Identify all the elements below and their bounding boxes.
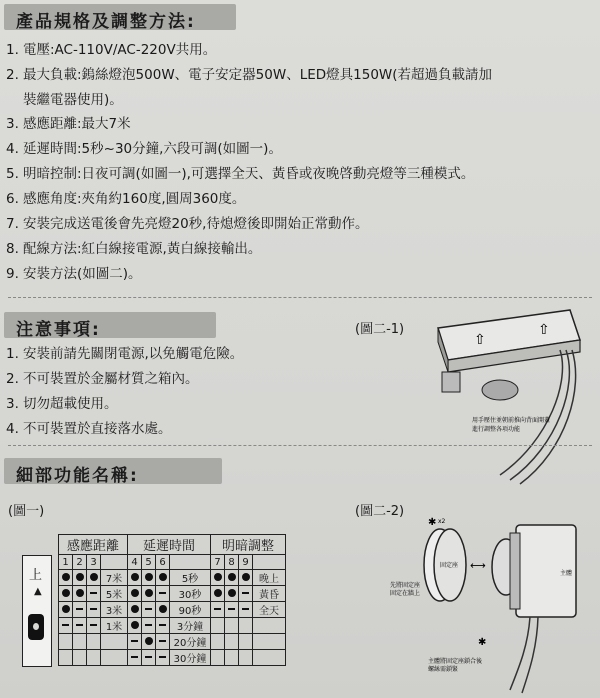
col-number: 1 xyxy=(59,555,73,570)
switch-cell xyxy=(239,602,253,618)
col-value-header xyxy=(170,555,211,570)
list-item xyxy=(6,262,492,287)
switch-cell xyxy=(211,570,225,586)
switch-cell xyxy=(142,570,156,586)
switch-off-mark xyxy=(145,624,152,626)
switch-cell xyxy=(225,634,239,650)
switch-on-mark xyxy=(242,573,250,581)
fig21-note-1: 用手壓住並朝前推向背面開蓋 xyxy=(472,417,551,424)
switch-on-mark xyxy=(76,573,84,581)
setting-value: 5秒 xyxy=(170,570,211,586)
table-row xyxy=(59,618,286,634)
divider xyxy=(8,445,592,446)
switch-cell xyxy=(128,586,142,602)
divider xyxy=(8,297,592,298)
item-number: 7. xyxy=(6,216,19,232)
switch-on-mark xyxy=(214,573,222,581)
step2-line-2: 螺絲需鎖緊 xyxy=(428,666,459,673)
item-text-continued: 裝繼電器使用)。 xyxy=(23,92,123,108)
switch-cell xyxy=(211,586,225,602)
switch-cell xyxy=(156,634,170,650)
table-row xyxy=(59,650,286,666)
item-text: 不可裝置於金屬材質之箱內。 xyxy=(23,371,199,387)
cap-line-1: 先將固定座 xyxy=(390,582,421,589)
box-label: 主體 xyxy=(560,570,573,577)
item-text: 延遲時間:5秒~30分鐘,六段可調(如圖一)。 xyxy=(23,141,282,157)
item-text: 明暗控制:日夜可調(如圖一),可選擇全天、黃昏或夜晚啓動亮燈等三種模式。 xyxy=(23,166,475,182)
item-text: 安裝完成送電後會先亮燈20秒,待熄燈後即開始正常動作。 xyxy=(23,216,369,232)
table-row xyxy=(59,570,286,586)
switch-cell xyxy=(225,570,239,586)
spec-banner xyxy=(4,4,236,30)
switch-cell xyxy=(156,586,170,602)
switch-cell xyxy=(142,650,156,666)
switch-on-mark xyxy=(76,589,84,597)
switch-cell xyxy=(128,570,142,586)
switch-cell xyxy=(225,650,239,666)
setting-value: 黃昏 xyxy=(253,586,286,602)
switch-cell xyxy=(73,618,87,634)
setting-value xyxy=(101,650,128,666)
switch-on-mark xyxy=(159,573,167,581)
header-light: 明暗調整 xyxy=(211,535,286,555)
switch-off-mark xyxy=(159,624,166,626)
switch-off-mark xyxy=(90,592,97,594)
switch-cell xyxy=(87,570,101,586)
switch-cell xyxy=(87,634,101,650)
switch-cell xyxy=(239,618,253,634)
switch-cell xyxy=(59,650,73,666)
setting-value: 晚上 xyxy=(253,570,286,586)
list-item xyxy=(6,342,243,367)
switch-cell xyxy=(142,602,156,618)
switch-off-mark xyxy=(242,608,249,610)
switch-off-mark xyxy=(145,608,152,610)
item-text: 安裝前請先關閉電源,以免觸電危險。 xyxy=(23,346,244,362)
switch-off-mark xyxy=(159,656,166,658)
col-value-header xyxy=(253,555,286,570)
list-item xyxy=(6,137,492,162)
sensor-panel xyxy=(22,555,52,667)
item-number: 9. xyxy=(6,266,19,282)
item-number: 3. xyxy=(6,396,19,412)
list-item xyxy=(6,38,492,63)
detail-banner xyxy=(4,458,222,484)
setting-value: 全天 xyxy=(253,602,286,618)
switch-on-mark xyxy=(159,605,167,613)
switch-off-mark xyxy=(76,624,83,626)
fig1-label: (圖一) xyxy=(8,504,45,519)
switch-on-mark xyxy=(228,589,236,597)
switch-cell xyxy=(87,602,101,618)
spec-list xyxy=(6,38,492,287)
switch-cell xyxy=(87,650,101,666)
col-number: 8 xyxy=(225,555,239,570)
col-number: 3 xyxy=(87,555,101,570)
switch-cell xyxy=(59,602,73,618)
switch-cell xyxy=(239,570,253,586)
switch-cell xyxy=(73,586,87,602)
step2-line-1: 主體將固定座鎖合後 xyxy=(428,658,483,665)
screw-icon: ✱ xyxy=(478,637,487,648)
switch-on-mark xyxy=(214,589,222,597)
switch-cell xyxy=(59,586,73,602)
item-text: 切勿超載使用。 xyxy=(23,396,118,412)
sensor-up-label: 上 xyxy=(29,568,43,583)
switch-cell xyxy=(87,586,101,602)
setting-value: 5米 xyxy=(101,586,128,602)
switch-on-mark xyxy=(62,573,70,581)
list-item xyxy=(6,187,492,212)
setting-value xyxy=(253,650,286,666)
switch-on-mark xyxy=(131,621,139,629)
item-number: 6. xyxy=(6,191,19,207)
item-number: 4. xyxy=(6,141,19,157)
col-number: 6 xyxy=(156,555,170,570)
switch-on-mark xyxy=(131,589,139,597)
switch-cell xyxy=(142,634,156,650)
switch-off-mark xyxy=(242,592,249,594)
switch-cell xyxy=(128,650,142,666)
switch-cell xyxy=(73,650,87,666)
switch-cell xyxy=(142,618,156,634)
setting-value: 30秒 xyxy=(170,586,211,602)
switch-cell xyxy=(87,618,101,634)
arrow-up-icon: ⇧ xyxy=(474,332,486,348)
switch-cell xyxy=(156,650,170,666)
setting-value: 20分鐘 xyxy=(170,634,211,650)
switch-cell xyxy=(156,570,170,586)
setting-value: 3米 xyxy=(101,602,128,618)
item-text: 感應角度:夾角約160度,圓周360度。 xyxy=(23,191,246,207)
item-number: 5. xyxy=(6,166,19,182)
col-number: 2 xyxy=(73,555,87,570)
switch-cell xyxy=(225,618,239,634)
col-number: 4 xyxy=(128,555,142,570)
table-row xyxy=(59,586,286,602)
fig21-illustration xyxy=(420,300,600,490)
header-delay: 延遲時間 xyxy=(128,535,211,555)
switch-cell xyxy=(239,650,253,666)
header-sensing: 感應距離 xyxy=(59,535,128,555)
switch-off-mark xyxy=(145,656,152,658)
list-item xyxy=(6,417,243,442)
fig22-illustration xyxy=(380,505,598,695)
item-text: 不可裝置於直接落水處。 xyxy=(23,421,172,437)
setting-value: 90秒 xyxy=(170,602,211,618)
switch-cell xyxy=(156,602,170,618)
list-item xyxy=(6,63,492,88)
switch-on-mark xyxy=(145,637,153,645)
dip-switch-knob xyxy=(28,614,44,640)
col-number: 5 xyxy=(142,555,156,570)
switch-off-mark xyxy=(214,608,221,610)
switch-cell xyxy=(225,602,239,618)
table-row xyxy=(59,602,286,618)
item-text: 安裝方法(如圖二)。 xyxy=(23,266,142,282)
screw-icon: ✱ xyxy=(428,517,437,528)
arrow-up-icon: ⇧ xyxy=(538,322,550,338)
item-text: 電壓:AC-110V/AC-220V共用。 xyxy=(23,42,217,58)
item-number: 3. xyxy=(6,116,19,132)
fig21-note-2: 進行調整各項功能 xyxy=(472,426,521,433)
switch-cell xyxy=(73,602,87,618)
switch-off-mark xyxy=(228,608,235,610)
setting-value: 1米 xyxy=(101,618,128,634)
switch-cell xyxy=(128,618,142,634)
switch-cell xyxy=(73,634,87,650)
switch-cell xyxy=(128,602,142,618)
setting-value: 7米 xyxy=(101,570,128,586)
item-number: 1. xyxy=(6,346,19,362)
spec-title: 產品規格及調整方法: xyxy=(16,12,196,32)
col-value-header xyxy=(101,555,128,570)
mount-label: 固定座 xyxy=(440,562,459,569)
cap-line-2: 固定在牆上 xyxy=(390,590,421,597)
switch-cell xyxy=(225,586,239,602)
col-number: 9 xyxy=(239,555,253,570)
item-number: 2. xyxy=(6,371,19,387)
item-text: 感應距離:最大7米 xyxy=(23,116,131,132)
fig22-label: (圖二-2) xyxy=(355,504,405,519)
switch-cell xyxy=(211,650,225,666)
switch-off-mark xyxy=(76,608,83,610)
setting-value xyxy=(253,634,286,650)
fig21-label: (圖二-1) xyxy=(355,322,405,337)
switch-on-mark xyxy=(62,589,70,597)
setting-value xyxy=(101,634,128,650)
switch-on-mark xyxy=(145,573,153,581)
detail-title: 細部功能名稱: xyxy=(16,466,139,486)
screw-count: x2 xyxy=(438,518,446,525)
switch-on-mark xyxy=(62,605,70,613)
switch-on-mark xyxy=(228,573,236,581)
switch-cell xyxy=(59,634,73,650)
list-item xyxy=(6,367,243,392)
setting-value: 30分鐘 xyxy=(170,650,211,666)
switch-on-mark xyxy=(145,589,153,597)
switch-cell xyxy=(128,634,142,650)
switch-on-mark xyxy=(131,573,139,581)
arrow-up-icon: ▲ xyxy=(34,586,42,597)
fig1-table xyxy=(58,534,286,666)
switch-cell xyxy=(211,634,225,650)
item-text: 配線方法:紅白線接電源,黃白線接輸出。 xyxy=(23,241,262,257)
switch-off-mark xyxy=(90,624,97,626)
notes-banner xyxy=(4,312,216,338)
list-item xyxy=(6,237,492,262)
notes-title: 注意事項: xyxy=(16,320,101,340)
switch-cell xyxy=(142,586,156,602)
item-text: 最大負載:鎢絲燈泡500W、電子安定器50W、LED燈具150W(若超過負載請加 xyxy=(23,67,493,83)
switch-off-mark xyxy=(62,624,69,626)
switch-off-mark xyxy=(159,592,166,594)
setting-value: 3分鐘 xyxy=(170,618,211,634)
switch-cell xyxy=(156,618,170,634)
switch-cell xyxy=(239,634,253,650)
switch-on-mark xyxy=(131,605,139,613)
switch-cell xyxy=(211,602,225,618)
switch-off-mark xyxy=(159,640,166,642)
switch-cell xyxy=(59,618,73,634)
switch-off-mark xyxy=(131,640,138,642)
list-item xyxy=(6,162,492,187)
item-number: 1. xyxy=(6,42,19,58)
setting-value xyxy=(253,618,286,634)
switch-on-mark xyxy=(90,573,98,581)
item-number: 2. xyxy=(6,67,19,83)
switch-cell xyxy=(73,570,87,586)
switch-off-mark xyxy=(90,608,97,610)
table-row xyxy=(59,634,286,650)
notes-list xyxy=(6,342,243,442)
switch-cell xyxy=(239,586,253,602)
list-item xyxy=(6,212,492,237)
list-item xyxy=(6,112,492,137)
col-number: 7 xyxy=(211,555,225,570)
list-item xyxy=(6,392,243,417)
double-arrow-icon: ⟷ xyxy=(470,559,486,572)
switch-off-mark xyxy=(131,656,138,658)
item-number: 8. xyxy=(6,241,19,257)
switch-cell xyxy=(59,570,73,586)
item-number: 4. xyxy=(6,421,19,437)
switch-cell xyxy=(211,618,225,634)
